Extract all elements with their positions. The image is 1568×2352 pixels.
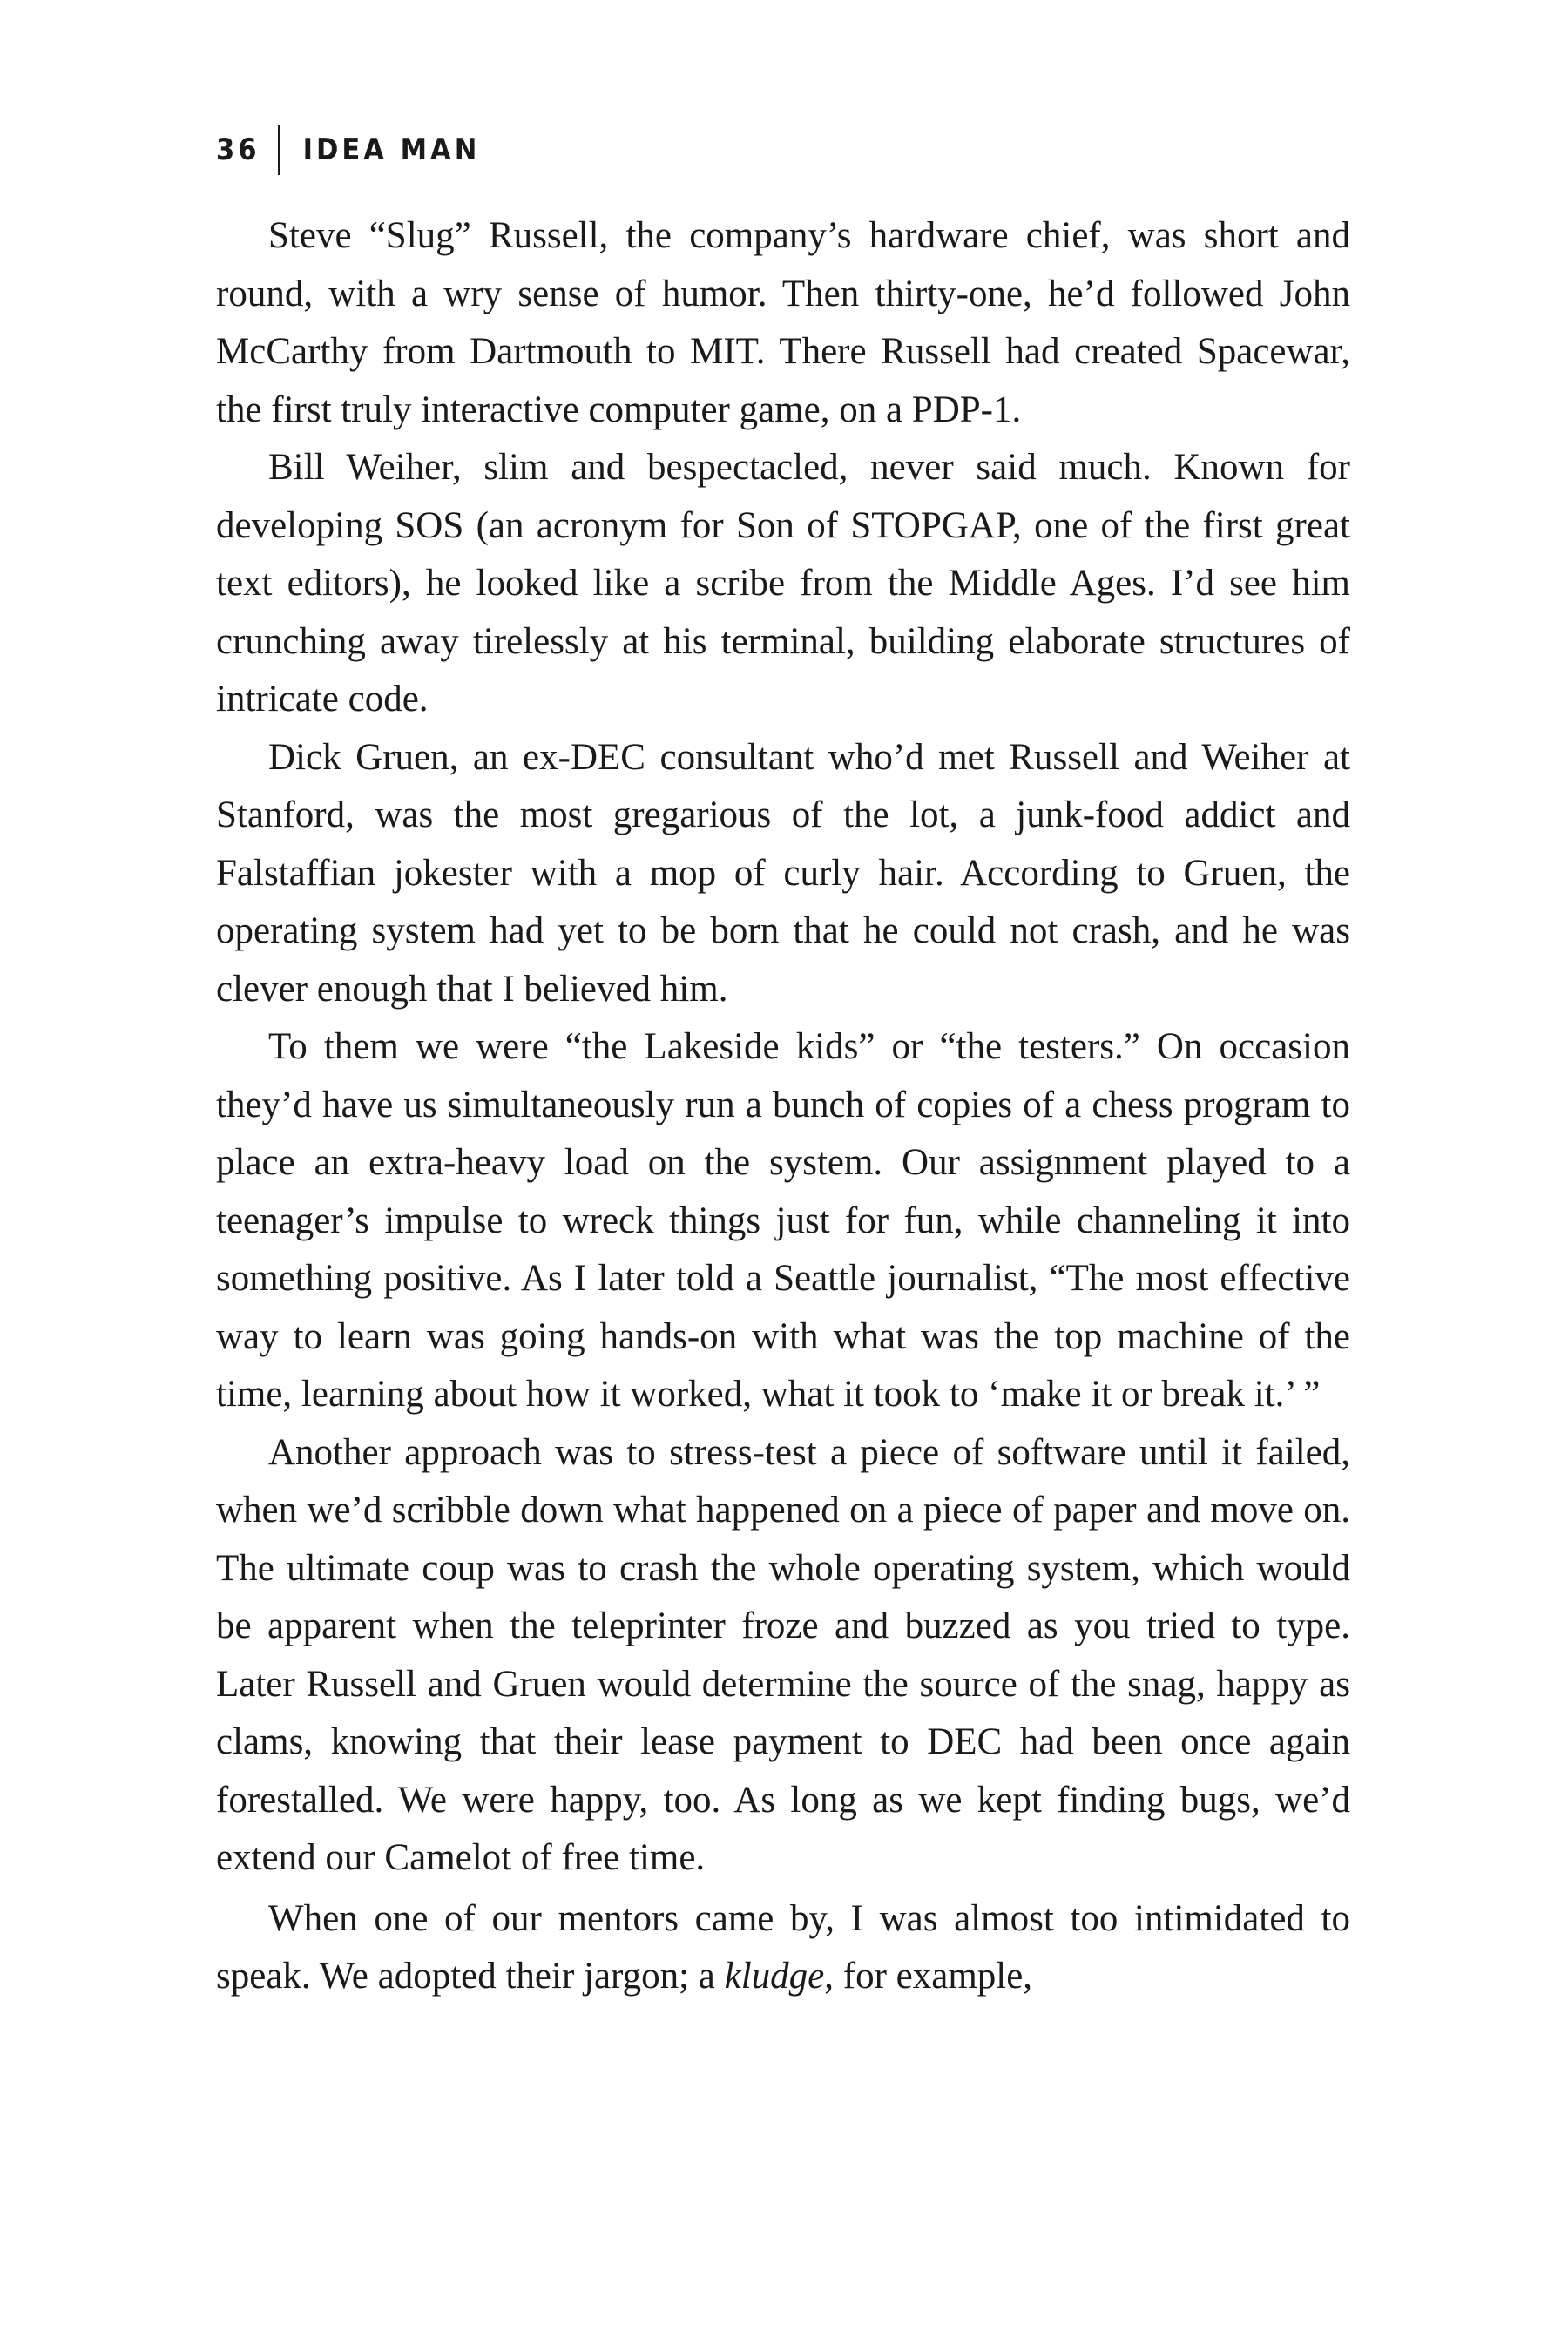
paragraph: To them we were “the Lakeside kids” or “the testers.” On occasion they’d have us simultaneously run a bunch of copies of a chess program to place an extra-heavy load on the system. Our assignment played to a teenager’s impulse to wreck things just for fun, while channeling it into something positive. As I later told a Seattle journalist, “The most effective way to learn was going hands-on with what was the top machine of the time, learning about how it worked, what it took to ‘make it or break it.’ ” bbox=[216, 1026, 1350, 1415]
running-title: IDEA MAN bbox=[302, 132, 481, 167]
italic-term: kludge bbox=[724, 1956, 825, 1997]
paragraph: Steve “Slug” Russell, the company’s hardware chief, was short and round, with a wry sense of humor. Then thirty-one, he’d followed John McCarthy from Dartmouth to MIT. There Russell had created Spacewar, the first truly interactive computer game, on a PDP-1. bbox=[216, 215, 1350, 430]
paragraph-text: When one of our mentors came by, I was almost too intimidated to speak. We adopted their jargon; a bbox=[216, 1897, 1350, 1997]
paragraph-text: , for example, bbox=[824, 1956, 1033, 1997]
page-number: 36 bbox=[216, 132, 260, 167]
paragraph: Bill Weiher, slim and bespectacled, never said much. Known for developing SOS (an acronym for Son of STOPGAP, one of the first great text editors), he looked like a scribe from the Middle Ages. I’d see him crunching away tirelessly at his terminal, building elaborate structures of intricate code. bbox=[216, 447, 1350, 720]
paragraph: Dick Gruen, an ex-DEC consultant who’d met Russell and Weiher at Stanford, was the most gregarious of the lot, a junk-food addict and Falstaffian jokester with a mop of curly hair. According to Gruen, the operating system had yet to be born that he could not crash, and he was clever enough that I believed him. bbox=[216, 736, 1350, 1010]
body-text bbox=[216, 207, 1350, 2006]
header-divider bbox=[278, 125, 280, 175]
running-header bbox=[216, 125, 480, 175]
paragraph: Another approach was to stress-test a piece of software until it failed, when we’d scribble down what happened on a piece of paper and move on. The ultimate coup was to crash the whole operating system, which would be apparent when the teleprinter froze and buzzed as you tried to type. Later Russell and Gruen would determine the source of the snag, happy as clams, knowing that their lease payment to DEC had been once again forestalled. We were happy, too. As long as we kept finding bugs, we’d extend our Camelot of free time. bbox=[216, 1431, 1350, 1878]
paragraph-last bbox=[216, 1890, 1350, 2006]
